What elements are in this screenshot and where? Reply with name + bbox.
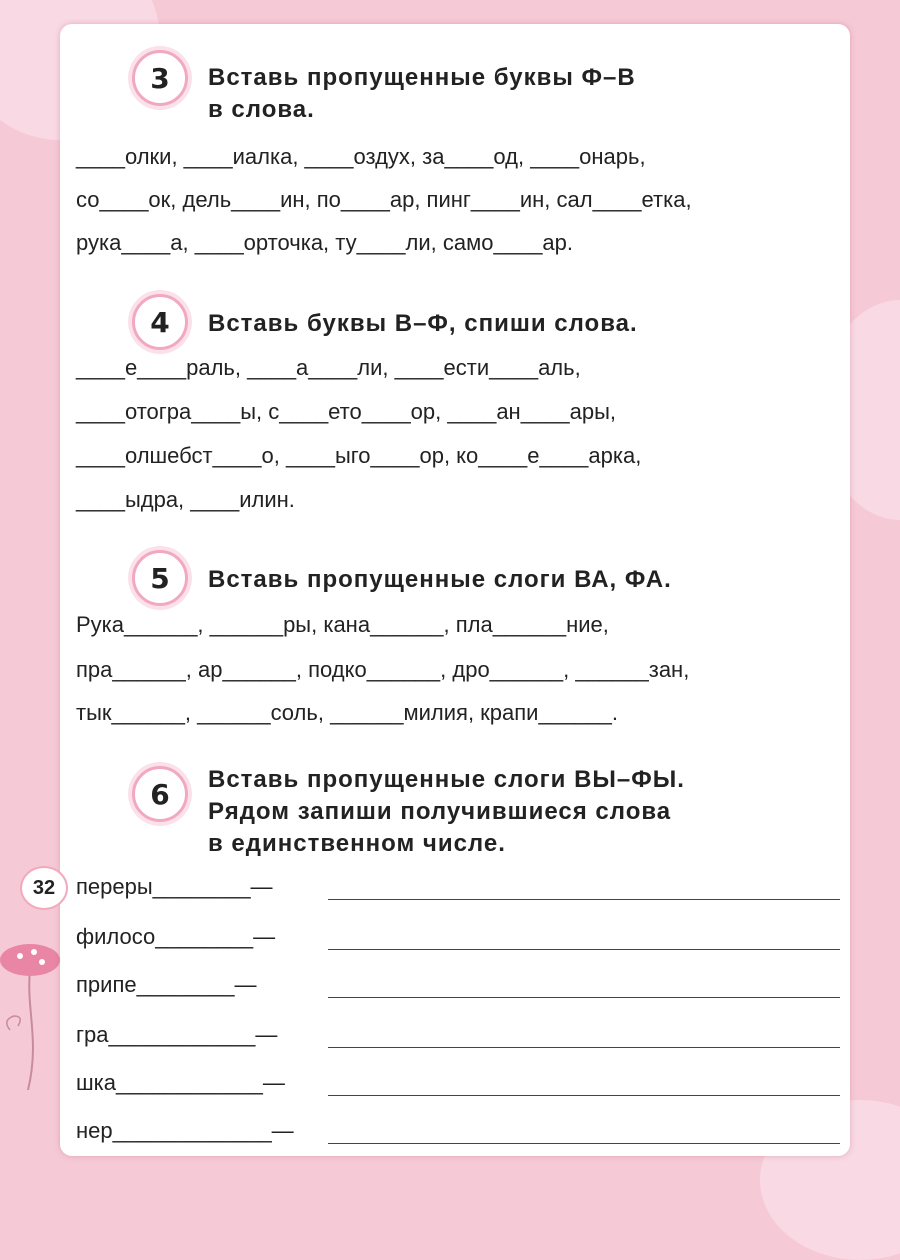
task-6-title — [208, 764, 685, 860]
task-number-badge: 4 — [132, 294, 188, 350]
exercise-line: ____олшебст____о, ____ыго____ор, ко____е____арка, — [76, 443, 642, 468]
exercise-line: ____е____раль, ____а____ли, ____ести____аль, — [76, 355, 581, 380]
word-prompt: припе________— — [76, 972, 257, 997]
exercise-line: ____ыдра, ____илин. — [76, 487, 295, 512]
answer-row — [76, 1020, 840, 1054]
answer-line[interactable] — [328, 1047, 840, 1048]
answer-row — [76, 922, 840, 956]
task-4-title — [208, 308, 638, 340]
task-number-badge: 6 — [132, 766, 188, 822]
flower-decoration-icon — [0, 930, 62, 1090]
answer-row — [76, 1116, 840, 1150]
answer-line[interactable] — [328, 1095, 840, 1096]
title-line: Рядом запиши получившиеся слова — [208, 798, 672, 825]
answer-line[interactable] — [328, 899, 840, 900]
exercise-line: ____отогра____ы, с____ето____ор, ____ан____ары, — [76, 399, 617, 424]
answer-line[interactable] — [328, 949, 840, 950]
exercise-line: Рука______, ______ры, кана______, пла______ние, — [76, 612, 609, 637]
task-3-title — [208, 62, 636, 126]
answer-row — [76, 970, 840, 1004]
answer-line[interactable] — [328, 997, 840, 998]
word-prompt: шка____________— — [76, 1070, 285, 1095]
task-number-badge: 5 — [132, 550, 188, 606]
word-prompt: гра____________— — [76, 1022, 278, 1047]
word-prompt: нер_____________— — [76, 1118, 294, 1143]
title-line: в слова. — [208, 96, 315, 123]
title-line: Вставь пропущенные буквы Ф–В — [208, 64, 636, 91]
exercise-line: ____олки, ____иалка, ____оздух, за____од, ____онарь, — [76, 144, 646, 169]
task-number-badge: 3 — [132, 50, 188, 106]
title-line: Вставь буквы В–Ф, спиши слова. — [208, 310, 638, 337]
page-number: 32 — [20, 866, 68, 910]
exercise-line: пра______, ар______, подко______, дро______, ______зан, — [76, 657, 690, 682]
word-prompt: филосо________— — [76, 924, 276, 949]
title-line: Вставь пропущенные слоги ВА, ФА. — [208, 566, 672, 593]
title-line: в единственном числе. — [208, 830, 506, 857]
exercise-line: рука____а, ____орточка, ту____ли, само____ар. — [76, 230, 574, 255]
answer-row — [76, 872, 840, 906]
answer-row — [76, 1068, 840, 1102]
exercise-line: со____ок, дель____ин, по____ар, пинг____ин, сал____етка, — [76, 187, 692, 212]
exercise-line: тык______, ______соль, ______милия, крапи______. — [76, 700, 618, 725]
word-prompt: переры________— — [76, 874, 273, 899]
task-5-title — [208, 564, 672, 596]
title-line: Вставь пропущенные слоги ВЫ–ФЫ. — [208, 766, 685, 793]
answer-line[interactable] — [328, 1143, 840, 1144]
